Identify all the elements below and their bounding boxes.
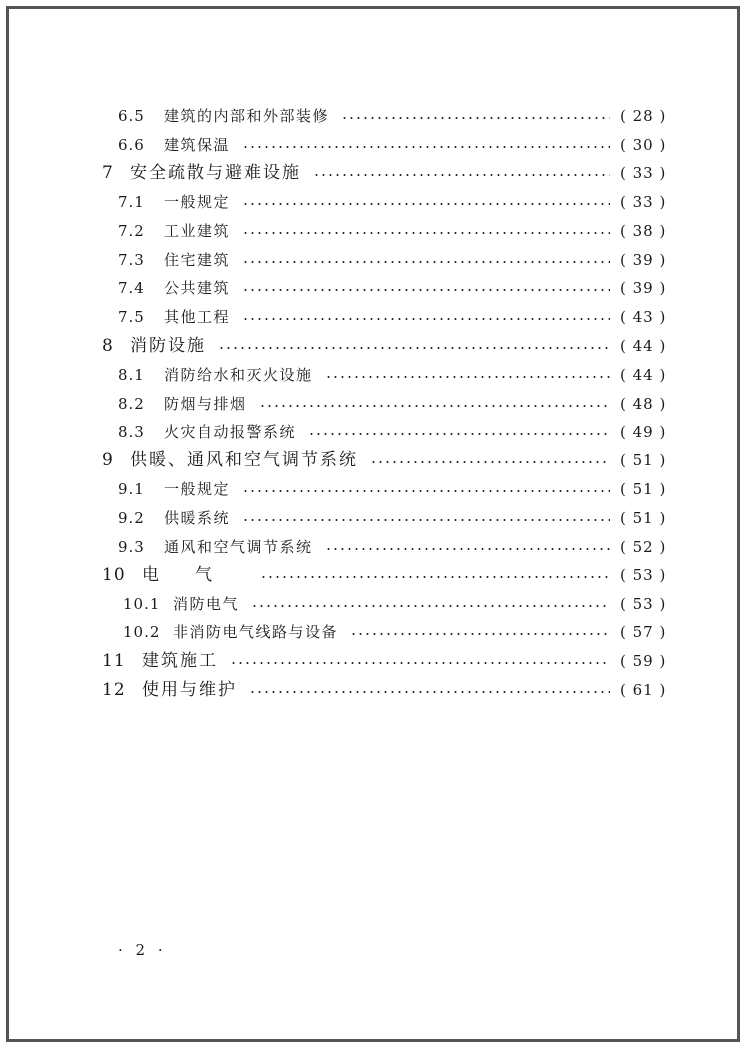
dot-leader (242, 519, 610, 521)
chapter-title: 消防设施 (130, 336, 206, 356)
toc-entry-7-1[interactable] (118, 190, 667, 214)
dot-leader (350, 633, 610, 635)
section-number: 7.1 (118, 193, 145, 211)
page-ref: ( 51 ) (620, 480, 667, 498)
dot-leader (325, 376, 610, 378)
page-ref: ( 59 ) (620, 652, 667, 670)
chapter-title: 使用与维护 (142, 680, 237, 700)
toc-entry-10-1[interactable] (123, 592, 667, 616)
dot-leader (370, 461, 610, 463)
toc-entry-8[interactable] (102, 334, 667, 358)
section-number: 10.2 (123, 623, 161, 641)
section-title: 其他工程 (164, 308, 231, 326)
dot-leader (251, 605, 610, 607)
chapter-title: 电气 (142, 565, 248, 585)
toc-entry-6-5[interactable] (118, 104, 667, 128)
toc-entry-8-3[interactable] (118, 420, 667, 444)
dot-leader (249, 691, 610, 693)
section-title: 消防给水和灭火设施 (164, 366, 313, 384)
page-ref: ( 52 ) (620, 538, 667, 556)
page-ref: ( 39 ) (620, 279, 667, 297)
section-title: 通风和空气调节系统 (164, 538, 313, 556)
chapter-title: 安全疏散与避难设施 (130, 163, 301, 183)
page-ref: ( 44 ) (620, 366, 667, 384)
section-number: 9.3 (118, 538, 145, 556)
dot-leader (259, 405, 610, 407)
dot-leader (242, 490, 610, 492)
page-ref: ( 61 ) (620, 681, 667, 699)
section-title: 工业建筑 (164, 222, 231, 240)
chapter-title: 供暖、通风和空气调节系统 (130, 450, 358, 470)
page-number: · 2 · (118, 941, 167, 959)
dot-leader (242, 289, 610, 291)
toc-entry-7-5[interactable] (118, 305, 667, 329)
page-ref: ( 33 ) (620, 164, 667, 182)
section-number: 6.6 (118, 136, 145, 154)
page-ref: ( 28 ) (620, 107, 667, 125)
section-title: 一般规定 (164, 480, 231, 498)
section-title: 住宅建筑 (164, 251, 231, 269)
section-title: 防烟与排烟 (164, 395, 247, 413)
dot-leader (218, 347, 610, 349)
dot-leader (260, 576, 610, 578)
chapter-number: 11 (102, 651, 126, 671)
page-ref: ( 38 ) (620, 222, 667, 240)
toc-entry-7[interactable] (102, 161, 667, 185)
section-number: 9.1 (118, 480, 145, 498)
section-title: 供暖系统 (164, 509, 231, 527)
toc-entry-7-4[interactable] (118, 276, 667, 300)
section-number: 8.2 (118, 395, 145, 413)
page-ref: ( 51 ) (620, 451, 667, 469)
section-number: 10.1 (123, 595, 161, 613)
dot-leader (242, 146, 610, 148)
toc-entry-10-2[interactable] (123, 620, 667, 644)
section-title: 建筑的内部和外部装修 (164, 107, 330, 125)
toc-entry-8-1[interactable] (118, 363, 667, 387)
dot-leader (230, 662, 610, 664)
section-number: 7.5 (118, 308, 145, 326)
page-ref: ( 51 ) (620, 509, 667, 527)
section-number: 6.5 (118, 107, 145, 125)
page-ref: ( 53 ) (620, 595, 667, 613)
section-title: 消防电气 (173, 595, 240, 613)
page-ref: ( 48 ) (620, 395, 667, 413)
dot-leader (308, 433, 610, 435)
page-ref: ( 44 ) (620, 337, 667, 355)
section-number: 8.3 (118, 423, 145, 441)
dot-leader (325, 548, 610, 550)
dot-leader (313, 174, 610, 176)
dot-leader (242, 318, 610, 320)
dot-leader (242, 232, 610, 234)
page-ref: ( 30 ) (620, 136, 667, 154)
page-ref: ( 57 ) (620, 623, 667, 641)
page-ref: ( 33 ) (620, 193, 667, 211)
toc-entry-9-2[interactable] (118, 506, 667, 530)
page-ref: ( 53 ) (620, 566, 667, 584)
section-title: 建筑保温 (164, 136, 231, 154)
section-title: 公共建筑 (164, 279, 231, 297)
dot-leader (341, 117, 610, 119)
dot-leader (242, 203, 610, 205)
page-ref: ( 43 ) (620, 308, 667, 326)
section-title: 非消防电气线路与设备 (173, 623, 339, 641)
toc-entry-11[interactable] (102, 649, 667, 673)
toc-entry-9-1[interactable] (118, 477, 667, 501)
chapter-number: 8 (102, 336, 114, 356)
chapter-number: 7 (102, 163, 114, 183)
chapter-title: 建筑施工 (142, 651, 218, 671)
toc-entry-7-3[interactable] (118, 248, 667, 272)
page-ref: ( 39 ) (620, 251, 667, 269)
toc-entry-7-2[interactable] (118, 219, 667, 243)
toc-entry-12[interactable] (102, 678, 667, 702)
toc-entry-9[interactable] (102, 448, 667, 472)
page-ref: ( 49 ) (620, 423, 667, 441)
section-title: 一般规定 (164, 193, 231, 211)
chapter-number: 9 (102, 450, 114, 470)
toc-entry-10[interactable] (102, 563, 667, 587)
chapter-number: 10 (102, 565, 126, 585)
toc-entry-9-3[interactable] (118, 535, 667, 559)
section-number: 8.1 (118, 366, 145, 384)
section-number: 7.4 (118, 279, 145, 297)
section-number: 7.3 (118, 251, 145, 269)
dot-leader (242, 261, 610, 263)
section-number: 7.2 (118, 222, 145, 240)
section-title: 火灾自动报警系统 (164, 423, 297, 441)
section-number: 9.2 (118, 509, 145, 527)
toc-entry-6-6[interactable] (118, 133, 667, 157)
toc-entry-8-2[interactable] (118, 392, 667, 416)
chapter-number: 12 (102, 680, 126, 700)
